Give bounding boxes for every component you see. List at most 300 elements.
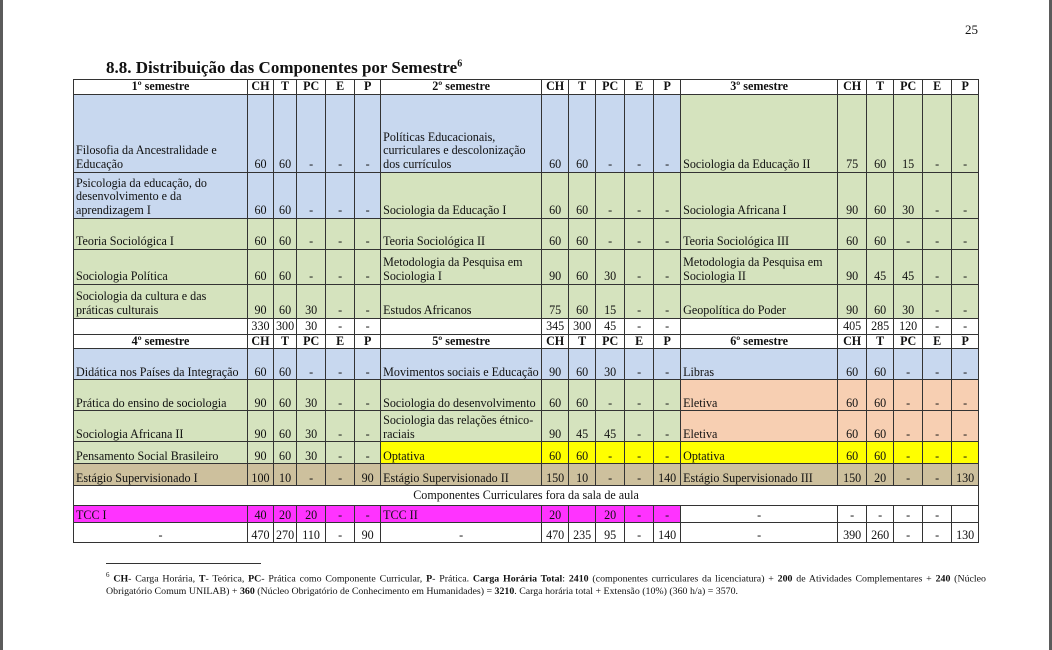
footnote-t-abbr: T [198, 573, 206, 585]
hours-cell: - [297, 172, 326, 218]
hours-cell: - [923, 464, 952, 486]
hours-cell: - [326, 318, 355, 334]
column-header-p: P [952, 334, 979, 349]
hours-cell: - [625, 380, 654, 411]
hours-cell: 90 [542, 411, 569, 442]
hours-cell: 60 [248, 218, 274, 249]
hours-cell: 45 [894, 249, 923, 284]
course-name-cell: Teoria Sociológica III [681, 218, 838, 249]
column-header-t: T [569, 334, 596, 349]
course-name-cell: Optativa [381, 442, 542, 464]
hours-cell: 95 [596, 523, 625, 543]
hours-cell: - [596, 94, 625, 172]
hours-cell: 60 [569, 172, 596, 218]
column-header-e: E [326, 334, 355, 349]
hours-cell: - [894, 464, 923, 486]
hours-cell: - [952, 284, 979, 318]
hours-cell: - [654, 380, 681, 411]
hours-cell: - [297, 349, 326, 380]
course-name-cell: Pensamento Social Brasileiro [74, 442, 248, 464]
semester-header: 5º semestre [381, 334, 542, 349]
column-header-ch: CH [838, 334, 867, 349]
hours-cell: - [654, 94, 681, 172]
hours-cell: 20 [542, 506, 569, 523]
section-title [106, 58, 462, 78]
course-name-cell: Filosofia da Ancestralidade e Educação [74, 94, 248, 172]
hours-cell: - [952, 380, 979, 411]
label-cell: - [681, 506, 838, 523]
hours-cell: 30 [297, 411, 326, 442]
hours-cell: 90 [838, 172, 867, 218]
hours-cell: - [326, 380, 355, 411]
course-name-cell: Metodologia da Pesquisa em Sociologia II [681, 249, 838, 284]
hours-cell: - [355, 506, 381, 523]
hours-cell: 60 [838, 349, 867, 380]
hours-cell: 60 [867, 349, 894, 380]
hours-cell: 60 [542, 218, 569, 249]
hours-cell: 60 [248, 349, 274, 380]
hours-cell: 60 [838, 218, 867, 249]
hours-cell: 60 [274, 442, 297, 464]
hours-cell: 45 [867, 249, 894, 284]
hours-cell: 60 [569, 94, 596, 172]
hours-cell: - [923, 218, 952, 249]
footnote-v3210: 3210 [494, 586, 515, 598]
hours-cell: - [838, 506, 867, 523]
column-header-e: E [326, 80, 355, 95]
hours-cell: 30 [596, 249, 625, 284]
column-header-ch: CH [248, 334, 274, 349]
footnote [106, 571, 986, 599]
course-name-cell: Movimentos sociais e Educação [381, 349, 542, 380]
hours-cell: 60 [569, 249, 596, 284]
hours-cell: 60 [838, 380, 867, 411]
hours-cell: - [923, 442, 952, 464]
hours-cell: 140 [654, 523, 681, 543]
table-row [74, 411, 979, 442]
hours-cell: - [596, 172, 625, 218]
hours-cell: 30 [596, 349, 625, 380]
hours-cell: - [297, 249, 326, 284]
hours-cell: 45 [596, 318, 625, 334]
footnote-ch-text: - Carga Horária, [128, 573, 199, 585]
table-row [74, 464, 979, 486]
hours-cell: - [326, 284, 355, 318]
hours-cell: 60 [248, 94, 274, 172]
hours-cell: 90 [248, 411, 274, 442]
semester-distribution-table [73, 79, 979, 543]
hours-cell: - [596, 218, 625, 249]
hours-cell: 60 [569, 284, 596, 318]
column-header-t: T [274, 80, 297, 95]
footnote-part2: de Atividades Complementares + [792, 573, 936, 585]
hours-cell: - [923, 318, 952, 334]
course-name-cell: Sociologia Africana I [681, 172, 838, 218]
footnote-part5: . Carga horária total + Extensão (10%) (360 h/a) = 3570. [514, 586, 739, 598]
table-row [74, 380, 979, 411]
hours-cell: 60 [274, 284, 297, 318]
hours-cell: 60 [542, 380, 569, 411]
hours-cell: 60 [867, 442, 894, 464]
footnote-p-text: - Prática. [432, 573, 473, 585]
semester-header: 2º semestre [381, 80, 542, 95]
hours-cell: - [923, 523, 952, 543]
column-header-ch: CH [838, 80, 867, 95]
course-name-cell: Sociologia Africana II [74, 411, 248, 442]
hours-cell: - [355, 284, 381, 318]
hours-cell: 20 [297, 506, 326, 523]
hours-cell: - [625, 318, 654, 334]
hours-cell: - [326, 523, 355, 543]
hours-cell: 40 [248, 506, 274, 523]
hours-cell: 60 [274, 249, 297, 284]
course-name-cell: Sociologia da cultura e das práticas culturais [74, 284, 248, 318]
totals-row [74, 318, 979, 334]
table-row [74, 442, 979, 464]
hours-cell: 390 [838, 523, 867, 543]
column-header-e: E [923, 334, 952, 349]
hours-cell: 405 [838, 318, 867, 334]
footnote-part4: (Núcleo Obrigatório de Conhecimento em Humanidades) = [254, 586, 495, 598]
course-name-cell: Sociologia da Educação II [681, 94, 838, 172]
semester-header: 1º semestre [74, 80, 248, 95]
hours-cell: 235 [569, 523, 596, 543]
footnote-pc-abbr: PC [248, 573, 262, 585]
hours-cell: 60 [867, 218, 894, 249]
hours-cell: - [596, 442, 625, 464]
label-cell: - [681, 523, 838, 543]
hours-cell: - [894, 442, 923, 464]
hours-cell: - [952, 218, 979, 249]
semester-header: 4º semestre [74, 334, 248, 349]
column-header-p: P [355, 80, 381, 95]
course-name-cell: Estágio Supervisionado III [681, 464, 838, 486]
final-totals-row [74, 523, 979, 543]
hours-cell: 15 [596, 284, 625, 318]
hours-cell: - [923, 411, 952, 442]
hours-cell: 260 [867, 523, 894, 543]
hours-cell: 45 [569, 411, 596, 442]
hours-cell: - [326, 94, 355, 172]
course-name-cell: Estágio Supervisionado I [74, 464, 248, 486]
column-header-ch: CH [248, 80, 274, 95]
page-number: 25 [965, 22, 978, 37]
table-row [74, 284, 979, 318]
footnote-marker: 6 [106, 571, 110, 579]
hours-cell: - [894, 411, 923, 442]
hours-cell: 60 [569, 380, 596, 411]
hours-cell: 30 [297, 380, 326, 411]
hours-cell: - [625, 411, 654, 442]
hours-cell: - [625, 172, 654, 218]
course-name-cell: Estudos Africanos [381, 284, 542, 318]
hours-cell: 470 [542, 523, 569, 543]
hours-cell: 60 [542, 172, 569, 218]
footnote-part1: (componentes curriculares da licenciatura) + [588, 573, 778, 585]
hours-cell: 10 [274, 464, 297, 486]
table-row [74, 349, 979, 380]
column-header-pc: PC [894, 334, 923, 349]
hours-cell: 300 [274, 318, 297, 334]
hours-cell: 20 [867, 464, 894, 486]
hours-cell: - [894, 349, 923, 380]
hours-cell: 60 [569, 218, 596, 249]
column-header-e: E [625, 80, 654, 95]
hours-cell: 30 [894, 172, 923, 218]
hours-cell: - [355, 380, 381, 411]
hours-cell: - [326, 442, 355, 464]
hours-cell: - [355, 318, 381, 334]
hours-cell: - [625, 506, 654, 523]
hours-cell: 60 [838, 442, 867, 464]
hours-cell: - [625, 218, 654, 249]
column-header-t: T [867, 334, 894, 349]
label-cell [381, 318, 542, 334]
column-header-ch: CH [542, 334, 569, 349]
column-header-p: P [654, 334, 681, 349]
hours-cell: 60 [867, 94, 894, 172]
tcc-row [74, 506, 979, 523]
table-row [74, 218, 979, 249]
hours-cell: 60 [248, 249, 274, 284]
column-header-pc: PC [297, 334, 326, 349]
hours-cell: 130 [952, 523, 979, 543]
hours-cell [569, 506, 596, 523]
hours-cell: - [355, 94, 381, 172]
hours-cell: 60 [838, 411, 867, 442]
hours-cell: - [326, 506, 355, 523]
hours-cell: 60 [274, 349, 297, 380]
hours-cell: 300 [569, 318, 596, 334]
hours-cell: 15 [894, 94, 923, 172]
hours-cell: - [355, 411, 381, 442]
hours-cell: 10 [569, 464, 596, 486]
hours-cell: 60 [569, 442, 596, 464]
hours-cell: 140 [654, 464, 681, 486]
hours-cell: - [297, 94, 326, 172]
hours-cell: 60 [274, 172, 297, 218]
column-header-t: T [274, 334, 297, 349]
footnote-rule [106, 563, 261, 564]
hours-cell: 60 [542, 94, 569, 172]
hours-cell: - [355, 249, 381, 284]
footnote-part3: (Núcleo Obrigatório Comum UNILAB) + [106, 573, 986, 598]
footnote-pc-text: - Prática como Componente Curricular, [261, 573, 427, 585]
hours-cell: 20 [596, 506, 625, 523]
hours-cell: 60 [274, 94, 297, 172]
course-name-cell: Prática do ensino de sociologia [74, 380, 248, 411]
hours-cell: - [894, 218, 923, 249]
hours-cell: 75 [838, 94, 867, 172]
hours-cell: - [654, 349, 681, 380]
hours-cell: 60 [274, 411, 297, 442]
footnote-v200: 200 [777, 573, 793, 585]
hours-cell: - [625, 349, 654, 380]
column-header-e: E [923, 80, 952, 95]
hours-cell: - [326, 172, 355, 218]
hours-cell: - [326, 218, 355, 249]
hours-cell: - [923, 249, 952, 284]
hours-cell: - [894, 523, 923, 543]
hours-cell: - [625, 464, 654, 486]
hours-cell: - [923, 506, 952, 523]
hours-cell: 60 [569, 349, 596, 380]
hours-cell: - [654, 506, 681, 523]
footnote-ch-abbr: CH [113, 573, 129, 585]
footnote-v360: 360 [239, 586, 255, 598]
hours-cell: - [326, 249, 355, 284]
hours-cell: - [952, 249, 979, 284]
hours-cell: - [952, 94, 979, 172]
hours-cell: - [654, 318, 681, 334]
hours-cell: - [923, 380, 952, 411]
column-header-t: T [569, 80, 596, 95]
column-header-pc: PC [596, 80, 625, 95]
course-name-cell: Eletiva [681, 380, 838, 411]
course-name-cell: Sociologia do desenvolvimento [381, 380, 542, 411]
hours-cell: 60 [867, 172, 894, 218]
column-header-t: T [867, 80, 894, 95]
hours-cell: 90 [838, 249, 867, 284]
hours-cell: - [326, 411, 355, 442]
course-name-cell: Metodologia da Pesquisa em Sociologia I [381, 249, 542, 284]
outside-class-header-row [74, 486, 979, 506]
section-title-footnote-marker: 6 [457, 58, 463, 70]
column-header-e: E [625, 334, 654, 349]
semester-header-row [74, 334, 979, 349]
hours-cell: 60 [248, 172, 274, 218]
course-name-cell: Didática nos Países da Integração [74, 349, 248, 380]
course-name-cell: Psicologia da educação, do desenvolvimento e da aprendizagem I [74, 172, 248, 218]
hours-cell: 100 [248, 464, 274, 486]
hours-cell: - [952, 349, 979, 380]
hours-cell: - [654, 249, 681, 284]
course-name-cell: Libras [681, 349, 838, 380]
hours-cell: 90 [838, 284, 867, 318]
hours-cell: - [654, 172, 681, 218]
hours-cell: 90 [248, 380, 274, 411]
course-name-cell: Sociologia da Educação I [381, 172, 542, 218]
hours-cell: - [654, 411, 681, 442]
footnote-colon: : [562, 573, 569, 585]
hours-cell: - [894, 506, 923, 523]
table-body [74, 80, 979, 543]
column-header-p: P [355, 334, 381, 349]
hours-cell: - [952, 411, 979, 442]
course-name-cell: Eletiva [681, 411, 838, 442]
course-name-cell: Políticas Educacionais, curriculares e descolonização dos currículos [381, 94, 542, 172]
section-title-text: 8.8. Distribuição das Componentes por Semestre [106, 58, 458, 77]
hours-cell [952, 506, 979, 523]
label-cell: TCC I [74, 506, 248, 523]
footnote-t-text: - Teórica, [205, 573, 249, 585]
hours-cell: - [297, 218, 326, 249]
hours-cell: - [867, 506, 894, 523]
hours-cell: - [355, 349, 381, 380]
hours-cell: 150 [838, 464, 867, 486]
hours-cell: 470 [248, 523, 274, 543]
hours-cell: 30 [297, 318, 326, 334]
hours-cell: - [894, 380, 923, 411]
hours-cell: 20 [274, 506, 297, 523]
hours-cell: 345 [542, 318, 569, 334]
course-name-cell: Sociologia Política [74, 249, 248, 284]
label-cell: TCC II [381, 506, 542, 523]
table-row [74, 249, 979, 284]
hours-cell: 90 [542, 349, 569, 380]
hours-cell: - [923, 284, 952, 318]
footnote-total-value: 2410 [568, 573, 589, 585]
hours-cell: 60 [867, 411, 894, 442]
hours-cell: 330 [248, 318, 274, 334]
hours-cell: 45 [596, 411, 625, 442]
footnote-total-label: Carga Horária Total [472, 573, 563, 585]
hours-cell: - [654, 284, 681, 318]
hours-cell: - [596, 380, 625, 411]
course-name-cell: Optativa [681, 442, 838, 464]
hours-cell: 150 [542, 464, 569, 486]
hours-cell: 60 [274, 218, 297, 249]
column-header-pc: PC [894, 80, 923, 95]
hours-cell: 270 [274, 523, 297, 543]
column-header-pc: PC [297, 80, 326, 95]
label-cell [74, 318, 248, 334]
hours-cell: - [625, 523, 654, 543]
label-cell: - [381, 523, 542, 543]
course-name-cell: Sociologia das relações étnico-raciais [381, 411, 542, 442]
outside-class-header: Componentes Curriculares fora da sala de aula [74, 486, 979, 506]
hours-cell: - [625, 249, 654, 284]
hours-cell: - [923, 349, 952, 380]
semester-header: 3º semestre [681, 80, 838, 95]
hours-cell: - [355, 172, 381, 218]
hours-cell: - [625, 442, 654, 464]
hours-cell: 60 [867, 284, 894, 318]
footnote-p-abbr: P [426, 573, 433, 585]
hours-cell: 30 [894, 284, 923, 318]
hours-cell: 90 [248, 442, 274, 464]
footnote-v240: 240 [935, 573, 951, 585]
hours-cell: - [355, 442, 381, 464]
hours-cell: 30 [297, 284, 326, 318]
hours-cell: - [326, 464, 355, 486]
hours-cell: - [596, 464, 625, 486]
hours-cell: - [952, 318, 979, 334]
table-row [74, 172, 979, 218]
hours-cell: - [923, 94, 952, 172]
hours-cell: 30 [297, 442, 326, 464]
hours-cell: - [952, 172, 979, 218]
hours-cell: - [326, 349, 355, 380]
hours-cell: - [355, 218, 381, 249]
hours-cell: 75 [542, 284, 569, 318]
course-name-cell: Estágio Supervisionado II [381, 464, 542, 486]
hours-cell: 90 [355, 523, 381, 543]
course-name-cell: Geopolítica do Poder [681, 284, 838, 318]
hours-cell: - [952, 442, 979, 464]
hours-cell: 285 [867, 318, 894, 334]
hours-cell: - [625, 284, 654, 318]
semester-header-row [74, 80, 979, 95]
hours-cell: - [297, 464, 326, 486]
hours-cell: - [654, 442, 681, 464]
hours-cell: 90 [248, 284, 274, 318]
column-header-pc: PC [596, 334, 625, 349]
hours-cell: 60 [274, 380, 297, 411]
hours-cell: 130 [952, 464, 979, 486]
hours-cell: - [654, 218, 681, 249]
hours-cell: 90 [542, 249, 569, 284]
